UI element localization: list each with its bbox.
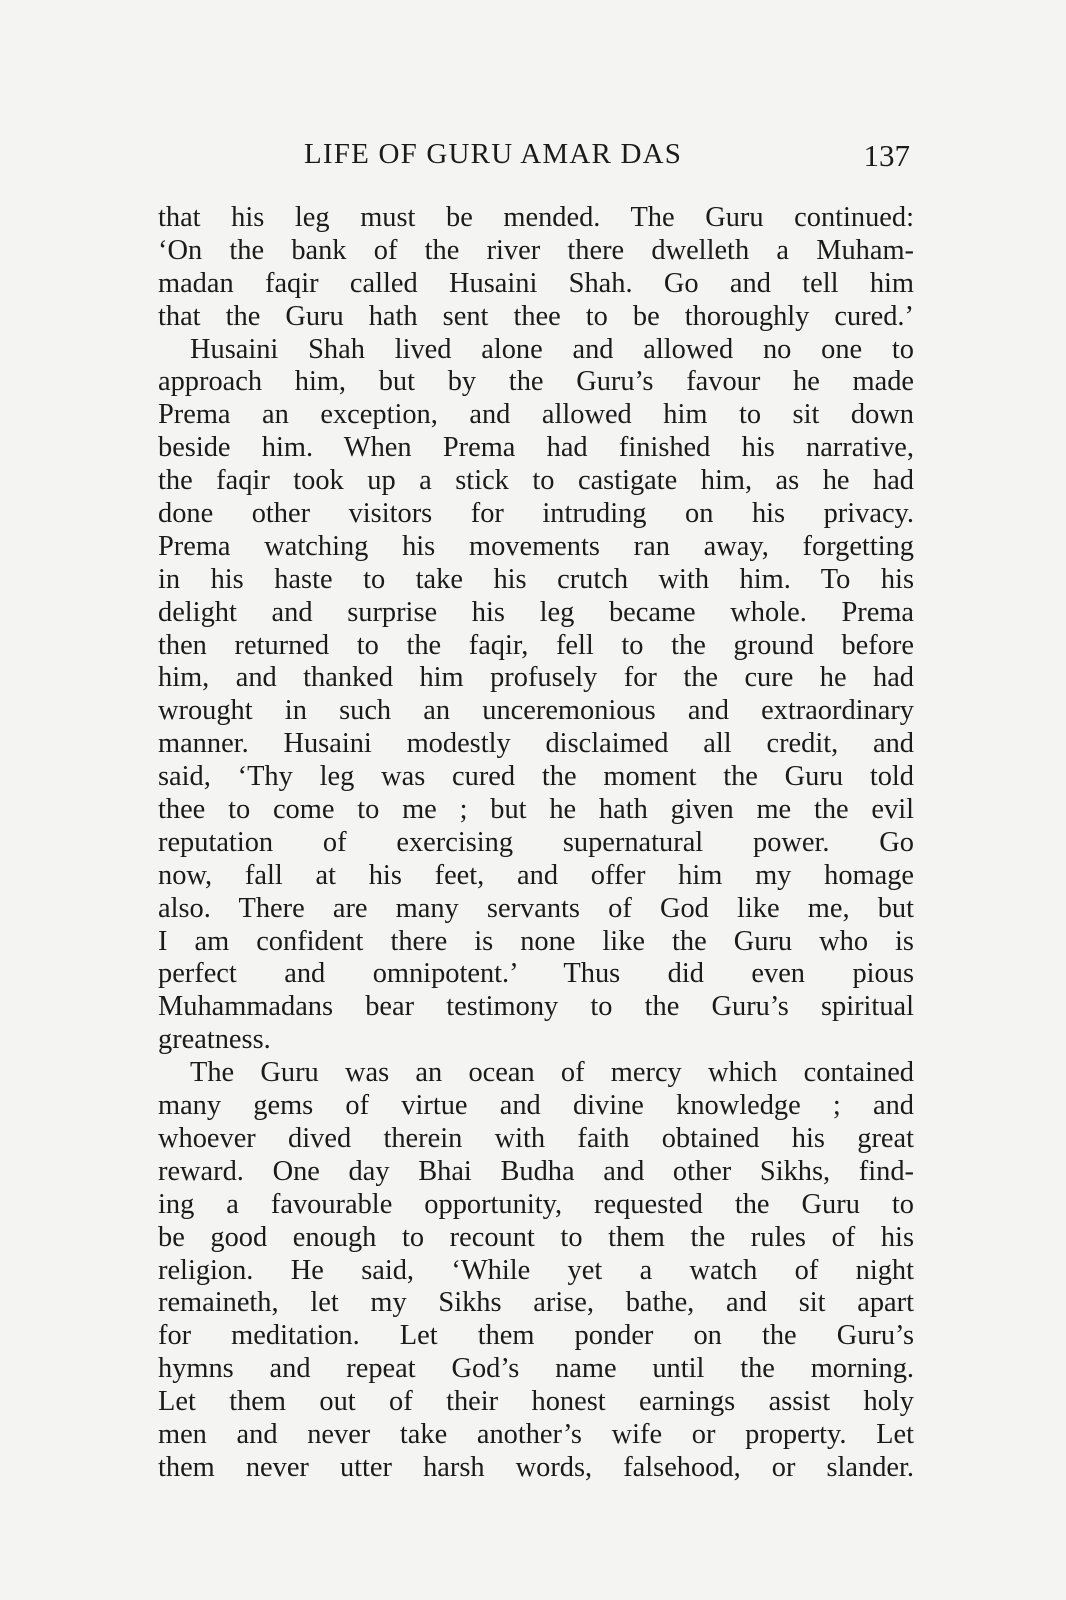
text-line: beside him. When Prema had finished his narrative, bbox=[158, 432, 914, 464]
text-line: approach him, but by the Guru’s favour he made bbox=[158, 366, 914, 398]
text-line: be good enough to recount to them the rules of his bbox=[158, 1221, 914, 1253]
text-line: many gems of virtue and divine knowledge ; and bbox=[158, 1090, 914, 1122]
page-number: 137 bbox=[863, 138, 910, 173]
text-line: in his haste to take his crutch with him. To his bbox=[158, 563, 914, 595]
text-line: I am confident there is none like the Guru who is bbox=[158, 925, 914, 957]
running-title: LIFE OF GURU AMAR DAS bbox=[304, 138, 683, 170]
text-line: Husaini Shah lived alone and allowed no one to bbox=[190, 333, 914, 365]
text-line: Let them out of their honest earnings assist holy bbox=[158, 1386, 914, 1418]
text-line: ing a favourable opportunity, requested the Guru to bbox=[158, 1188, 914, 1220]
text-line: perfect and omnipotent.’ Thus did even pious bbox=[158, 958, 914, 990]
text-line: hymns and repeat God’s name until the morning. bbox=[158, 1353, 914, 1385]
text-line: now, fall at his feet, and offer him my homage bbox=[158, 859, 914, 891]
text-line: him, and thanked him profusely for the cure he had bbox=[158, 662, 914, 694]
text-line: men and never take another’s wife or property. Let bbox=[158, 1418, 914, 1450]
text-line: them never utter harsh words, falsehood, or slander. bbox=[158, 1451, 914, 1483]
text-line: remaineth, let my Sikhs arise, bathe, and sit apart bbox=[158, 1287, 914, 1319]
text-line: reputation of exercising supernatural power. Go bbox=[158, 826, 914, 858]
text-line: ‘On the bank of the river there dwelleth a Muham- bbox=[158, 234, 914, 266]
text-line: delight and surprise his leg became whole. Prema bbox=[158, 596, 914, 628]
text-line: Prema an exception, and allowed him to sit down bbox=[158, 399, 914, 431]
text-line: thee to come to me ; but he hath given me the evil bbox=[158, 794, 914, 826]
text-line: that the Guru hath sent thee to be thoroughly cured.’ bbox=[158, 300, 914, 332]
text-line: wrought in such an unceremonious and extraordinary bbox=[158, 695, 914, 727]
text-line: manner. Husaini modestly disclaimed all credit, and bbox=[158, 728, 914, 760]
text-line: also. There are many servants of God like me, but bbox=[158, 892, 914, 924]
text-line: said, ‘Thy leg was cured the moment the Guru told bbox=[158, 761, 914, 793]
text-line: for meditation. Let them ponder on the Guru’s bbox=[158, 1320, 914, 1352]
text-line: Muhammadans bear testimony to the Guru’s spiritual bbox=[158, 991, 914, 1023]
text-line: done other visitors for intruding on his privacy. bbox=[158, 498, 914, 530]
text-line: then returned to the faqir, fell to the ground before bbox=[158, 629, 914, 661]
body-text bbox=[158, 202, 914, 1485]
running-head bbox=[158, 138, 914, 178]
text-line: The Guru was an ocean of mercy which contained bbox=[190, 1057, 914, 1089]
text-line: Prema watching his movements ran away, forgetting bbox=[158, 530, 914, 562]
text-line: greatness. bbox=[158, 1024, 271, 1056]
text-line: the faqir took up a stick to castigate him, as he had bbox=[158, 465, 914, 497]
text-line: that his leg must be mended. The Guru continued: bbox=[158, 202, 914, 233]
text-line: whoever dived therein with faith obtained his great bbox=[158, 1122, 914, 1154]
text-line: madan faqir called Husaini Shah. Go and tell him bbox=[158, 267, 914, 299]
text-line: religion. He said, ‘While yet a watch of night bbox=[158, 1254, 914, 1286]
text-line: reward. One day Bhai Budha and other Sikhs, find- bbox=[158, 1155, 914, 1187]
